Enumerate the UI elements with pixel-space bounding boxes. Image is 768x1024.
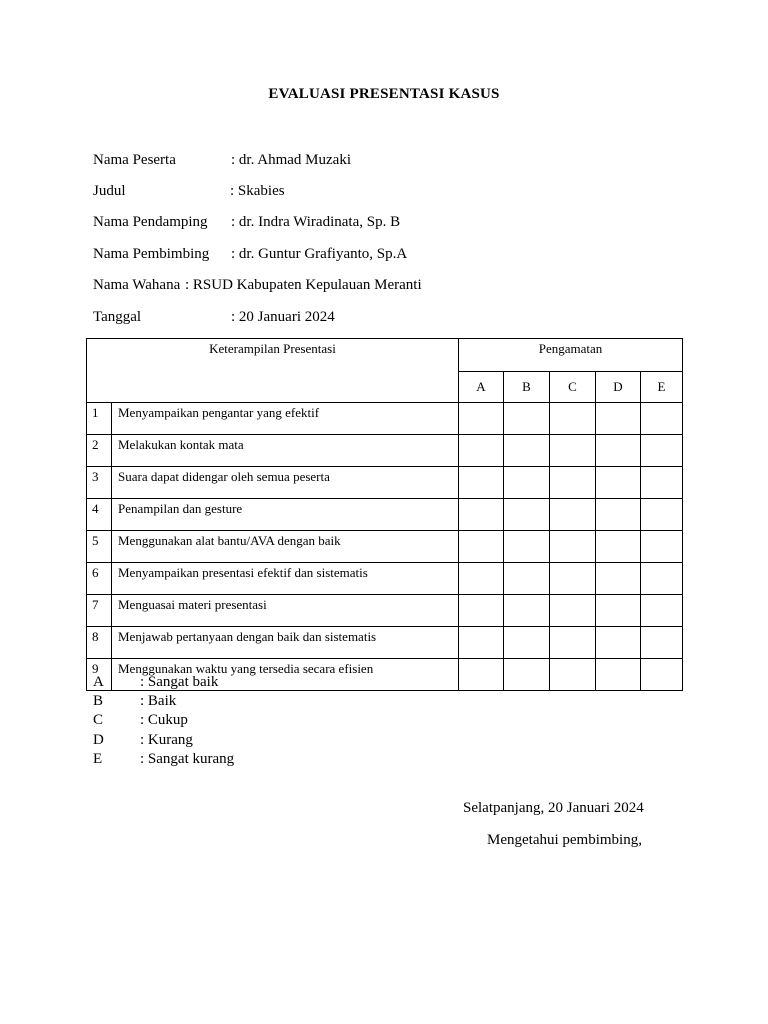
rating-cell-c[interactable] [550,403,596,435]
rating-cell-c[interactable] [550,467,596,499]
info-value: : RSUD Kabupaten Kepulauan Meranti [185,277,422,293]
info-label: Nama Pembimbing [93,246,210,262]
info-value: : Skabies [230,183,285,199]
rating-cell-d[interactable] [596,467,641,499]
legend-key: A [93,674,104,690]
rating-cell-d[interactable] [596,499,641,531]
row-skill: Menyampaikan presentasi efektif dan sistematis [112,563,459,595]
row-number: 8 [87,627,112,659]
legend-desc: : Cukup [140,712,188,728]
info-row-date [93,307,335,327]
header-observation: Pengamatan [459,339,683,372]
info-label: Nama Pendamping [93,214,208,230]
header-skill: Keterampilan Presentasi [87,339,459,403]
legend-desc: : Baik [140,693,177,709]
legend-key: D [93,732,104,748]
rating-cell-c[interactable] [550,627,596,659]
rating-cell-a[interactable] [459,563,504,595]
rating-cell-b[interactable] [504,403,550,435]
info-value: : dr. Indra Wiradinata, Sp. B [231,214,401,230]
legend-item [93,750,234,769]
table-row [87,595,683,627]
rating-cell-c[interactable] [550,499,596,531]
rating-cell-e[interactable] [641,435,683,467]
option-header-e: E [641,372,683,403]
table-row [87,403,683,435]
rating-cell-e[interactable] [641,659,683,691]
row-number: 3 [87,467,112,499]
rating-cell-a[interactable] [459,435,504,467]
page-title: EVALUASI PRESENTASI KASUS [268,86,500,102]
rating-cell-b[interactable] [504,467,550,499]
rating-cell-e[interactable] [641,627,683,659]
legend-key: E [93,751,103,767]
rating-cell-c[interactable] [550,659,596,691]
rating-cell-c[interactable] [550,563,596,595]
table-row [87,467,683,499]
rating-cell-d[interactable] [596,659,641,691]
rating-cell-b[interactable] [504,659,550,691]
info-row-participant [93,150,351,170]
rating-cell-b[interactable] [504,531,550,563]
row-skill: Suara dapat didengar oleh semua peserta [112,467,459,499]
rating-cell-e[interactable] [641,403,683,435]
row-number: 9 [87,659,112,691]
info-label: Judul [93,183,126,199]
rating-cell-e[interactable] [641,595,683,627]
place-date: Selatpanjang, 20 Januari 2024 [463,800,644,816]
rating-cell-e[interactable] [641,467,683,499]
legend-item [93,711,188,730]
evaluation-table [86,338,683,691]
info-value: : 20 Januari 2024 [231,309,335,325]
table-header-row [87,339,683,372]
info-row-venue [93,275,422,295]
rating-cell-b[interactable] [504,563,550,595]
row-skill: Menguasai materi presentasi [112,595,459,627]
rating-cell-d[interactable] [596,531,641,563]
option-header-a: A [459,372,504,403]
rating-cell-a[interactable] [459,403,504,435]
rating-cell-a[interactable] [459,467,504,499]
info-row-title [93,181,285,201]
option-header-b: B [504,372,550,403]
row-number: 5 [87,531,112,563]
row-number: 2 [87,435,112,467]
row-skill: Menggunakan alat bantu/AVA dengan baik [112,531,459,563]
legend-item [93,731,193,750]
rating-cell-a[interactable] [459,595,504,627]
rating-cell-d[interactable] [596,435,641,467]
row-skill: Menyampaikan pengantar yang efektif [112,403,459,435]
rating-cell-c[interactable] [550,435,596,467]
rating-cell-a[interactable] [459,659,504,691]
info-label: Tanggal [93,309,142,325]
option-header-d: D [596,372,641,403]
rating-cell-e[interactable] [641,499,683,531]
acknowledgement: Mengetahui pembimbing, [487,832,642,848]
info-value: : dr. Ahmad Muzaki [231,152,351,168]
row-number: 6 [87,563,112,595]
rating-cell-b[interactable] [504,627,550,659]
row-number: 7 [87,595,112,627]
row-skill: Menggunakan waktu yang tersedia secara efisien [112,659,459,691]
info-label: Nama Peserta [93,152,176,168]
legend-key: C [93,712,104,728]
option-header-c: C [550,372,596,403]
legend-desc: : Kurang [140,732,193,748]
legend-desc: : Sangat baik [140,674,219,690]
info-value: : dr. Guntur Grafiyanto, Sp.A [231,246,408,262]
info-label: Nama Wahana [93,277,181,293]
rating-cell-d[interactable] [596,627,641,659]
rating-cell-d[interactable] [596,403,641,435]
row-number: 4 [87,499,112,531]
table-row [87,435,683,467]
rating-cell-b[interactable] [504,435,550,467]
rating-cell-e[interactable] [641,563,683,595]
rating-cell-b[interactable] [504,499,550,531]
rating-cell-d[interactable] [596,595,641,627]
rating-cell-d[interactable] [596,563,641,595]
table-row [87,563,683,595]
rating-cell-a[interactable] [459,499,504,531]
legend-key: B [93,693,104,709]
row-skill: Melakukan kontak mata [112,435,459,467]
table-row [87,531,683,563]
table-row [87,627,683,659]
rating-cell-c[interactable] [550,531,596,563]
info-row-companion [93,212,401,232]
rating-cell-b[interactable] [504,595,550,627]
info-row-supervisor [93,244,408,264]
row-number: 1 [87,403,112,435]
rating-cell-a[interactable] [459,531,504,563]
legend-item [93,692,176,711]
row-skill: Penampilan dan gesture [112,499,459,531]
rating-cell-c[interactable] [550,595,596,627]
legend-desc: : Sangat kurang [140,751,235,767]
rating-cell-a[interactable] [459,627,504,659]
row-skill: Menjawab pertanyaan dengan baik dan sistematis [112,627,459,659]
table-row [87,499,683,531]
legend-item [93,673,218,692]
rating-cell-e[interactable] [641,531,683,563]
